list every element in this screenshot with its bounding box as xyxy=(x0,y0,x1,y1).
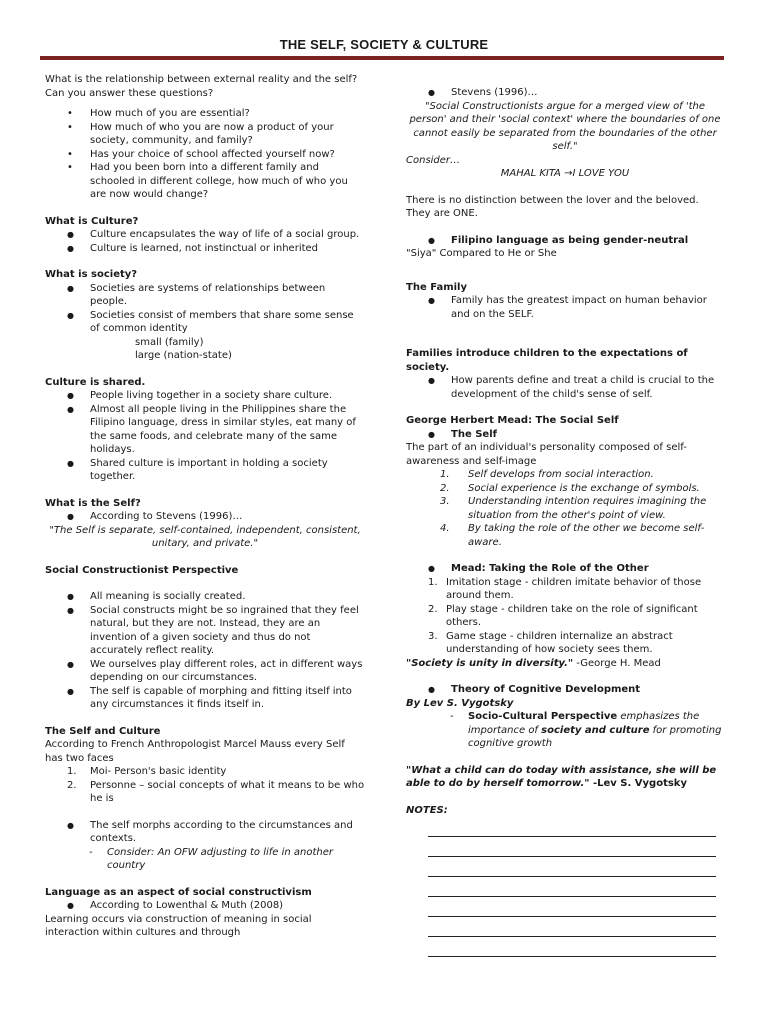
list-item: ● Filipino language as being gender-neutral xyxy=(428,234,689,246)
list-item: • Has your choice of school affected yourself now? xyxy=(67,148,335,160)
section-heading: What is the Self? xyxy=(45,497,141,509)
bullet-icon: ● xyxy=(67,283,74,293)
list-item: ● Theory of Cognitive Development xyxy=(428,684,641,695)
list-item: ● Almost all people living in the Philippines share the Filipino language, dress in similar styles, eat many of the same foods, and celebrate many of the same holidays. xyxy=(67,403,356,455)
notes-line[interactable] xyxy=(428,896,716,897)
list-item: ● Culture is learned, not instinctual or inherited xyxy=(67,242,319,254)
quote: "What a child can do today with assistance, she will be able to do by herself tomorrow." -Lev S. Vygotsky xyxy=(406,764,717,789)
bullet-icon: ● xyxy=(67,686,74,696)
bullet-icon: • xyxy=(67,162,73,173)
quote: "The Self is separate, self-contained, independent, consistent, unitary, and private." xyxy=(49,524,361,549)
notes-line[interactable] xyxy=(428,836,716,837)
list-item: ● Societies consist of members that share some sense of common identity xyxy=(67,309,354,334)
intro-question: What is the relationship between external reality and the self? xyxy=(45,74,358,85)
section-heading: What is Culture? xyxy=(45,215,139,227)
left-column xyxy=(45,73,365,940)
title-rule xyxy=(40,56,724,60)
notes-heading: NOTES: xyxy=(406,804,448,816)
bullet-icon: • xyxy=(67,121,73,133)
list-item: ● All meaning is socially created. xyxy=(67,591,246,602)
list-item: 3. Game stage - children internalize an abstract understanding of how society sees them. xyxy=(428,630,673,655)
bullet-icon: • xyxy=(67,148,73,160)
list-item: ● The Self xyxy=(428,428,497,440)
section-heading: George Herbert Mead: The Social Self xyxy=(406,415,619,426)
section-heading: The Self and Culture xyxy=(45,725,161,737)
bullet-icon: ● xyxy=(428,376,435,385)
list-item: ● Shared culture is important in holding a society together. xyxy=(67,457,328,482)
bullet-icon: ● xyxy=(67,659,74,669)
paragraph: "Siya" Compared to He or She xyxy=(406,248,557,259)
bullet-icon: ● xyxy=(67,592,74,601)
list-item: ● Societies are systems of relationships between people. xyxy=(67,282,326,307)
list-item: ● People living together in a society share culture. xyxy=(67,390,333,401)
list-item: ● The self is capable of morphing and fitting itself into any circumstances it finds itself in. xyxy=(67,685,352,710)
bullet-icon: ● xyxy=(67,605,74,615)
list-item: 1. Self develops from social interaction. xyxy=(440,469,654,480)
notes-line[interactable] xyxy=(428,876,716,877)
list-item: 1. Imitation stage - children imitate behavior of those around them. xyxy=(428,576,702,601)
list-item: ● Family has the greatest impact on human behavior and on the SELF. xyxy=(428,295,707,320)
list-item: ● The self morphs according to the circumstances and contexts. xyxy=(67,819,353,844)
quote: "Social Constructionists argue for a merged view of 'the person' and their 'social context' where the boundaries of one cannot easily be separated from the boundaries of the other self." xyxy=(409,100,721,152)
list-item: ● Mead: Taking the Role of the Other xyxy=(428,563,649,574)
bullet-icon: ● xyxy=(428,296,435,305)
section-heading: Language as an aspect of social constructivism xyxy=(45,886,312,898)
dash-item: - Socio-Cultural Perspective emphasizes the importance of society and culture for promoting cognitive growth xyxy=(450,711,722,749)
notes-line[interactable] xyxy=(428,936,716,937)
byline: By Lev S. Vygotsky xyxy=(406,697,514,709)
sub-item: large (nation-state) xyxy=(135,350,232,361)
arrow-right-icon: → xyxy=(564,168,573,179)
section-heading: Culture is shared. xyxy=(45,376,146,388)
paragraph: There is no distinction between the lover and the beloved. They are ONE. xyxy=(406,194,699,219)
quote: "Society is unity in diversity." -George H. Mead xyxy=(406,657,661,669)
bullet-icon: ● xyxy=(67,512,74,521)
bullet-icon: ● xyxy=(67,458,74,468)
bullet-icon: ● xyxy=(428,564,435,573)
list-item: ● Social constructs might be so ingrained that they feel natural, but they are not. Instead, they are an invention of a given society and thus do not accurately reflect reality. xyxy=(67,604,359,656)
bullet-icon: ● xyxy=(67,230,74,239)
list-item: ● Stevens (1996)… xyxy=(428,87,538,98)
bullet-icon: ● xyxy=(428,235,435,245)
translation-line: MAHAL KITA →I LOVE YOU xyxy=(500,168,630,179)
paragraph: The part of an individual's personality composed of self-awareness and self-image xyxy=(406,442,687,467)
section-heading: Social Constructionist Perspective xyxy=(45,564,239,576)
bullet-icon: ● xyxy=(428,88,435,97)
bullet-icon: ● xyxy=(67,310,74,320)
list-item: ● According to Stevens (1996)… xyxy=(67,511,243,522)
list-item: ● How parents define and treat a child is crucial to the development of the child's sense of self. xyxy=(428,375,715,400)
bullet-icon: ● xyxy=(67,243,74,253)
bullet-icon: ● xyxy=(67,901,74,910)
bullet-icon: • xyxy=(67,108,73,119)
list-item: 3. Understanding intention requires imagining the situation from the other's point of view. xyxy=(440,496,707,521)
bullet-icon: ● xyxy=(67,391,74,400)
list-item: ● We ourselves play different roles, act in different ways depending on our circumstances. xyxy=(67,658,363,683)
list-item: ● According to Lowenthal & Muth (2008) xyxy=(67,900,284,911)
bullet-icon: ● xyxy=(428,685,435,694)
list-item: • How much of you are essential? xyxy=(67,108,250,119)
paragraph: Learning occurs via construction of meaning in social interaction within cultures and through xyxy=(45,913,312,938)
notes-line[interactable] xyxy=(428,916,716,917)
list-item: 1. Moi- Person's basic identity xyxy=(67,766,227,777)
section-heading: What is society? xyxy=(45,269,138,280)
bullet-icon: ● xyxy=(67,820,74,830)
section-heading: The Family xyxy=(406,281,467,293)
list-item: 2. Social experience is the exchange of symbols. xyxy=(440,482,700,494)
right-column xyxy=(406,86,724,957)
list-item: ● Culture encapsulates the way of life of a social group. xyxy=(67,229,360,240)
bullet-icon: ● xyxy=(428,429,435,439)
page-title: THE SELF, SOCIETY & CULTURE xyxy=(279,37,489,52)
consider-label: Consider… xyxy=(406,154,461,166)
dash-item: - Consider: An OFW adjusting to life in another country xyxy=(89,846,334,871)
notes-line[interactable] xyxy=(428,856,716,857)
intro-question-2: Can you answer these questions? xyxy=(45,87,214,99)
bullet-icon: ● xyxy=(67,404,74,414)
paragraph: According to French Anthropologist Marcel Mauss every Self has two faces xyxy=(45,739,345,764)
list-item: 4. By taking the role of the other we become self-aware. xyxy=(440,523,705,548)
sub-item: small (family) xyxy=(135,336,204,348)
list-item: 2. Play stage - children take on the role of significant others. xyxy=(428,603,698,628)
list-item: • How much of who you are now a product of your society, community, and family? xyxy=(67,121,334,146)
section-heading: Families introduce children to the expectations of society. xyxy=(406,348,688,373)
list-item: • Had you been born into a different family and schooled in different college, how much of who you are now would change? xyxy=(67,162,348,200)
notes-line[interactable] xyxy=(428,956,716,957)
list-item: 2. Personne – social concepts of what it means to be who he is xyxy=(67,779,365,804)
